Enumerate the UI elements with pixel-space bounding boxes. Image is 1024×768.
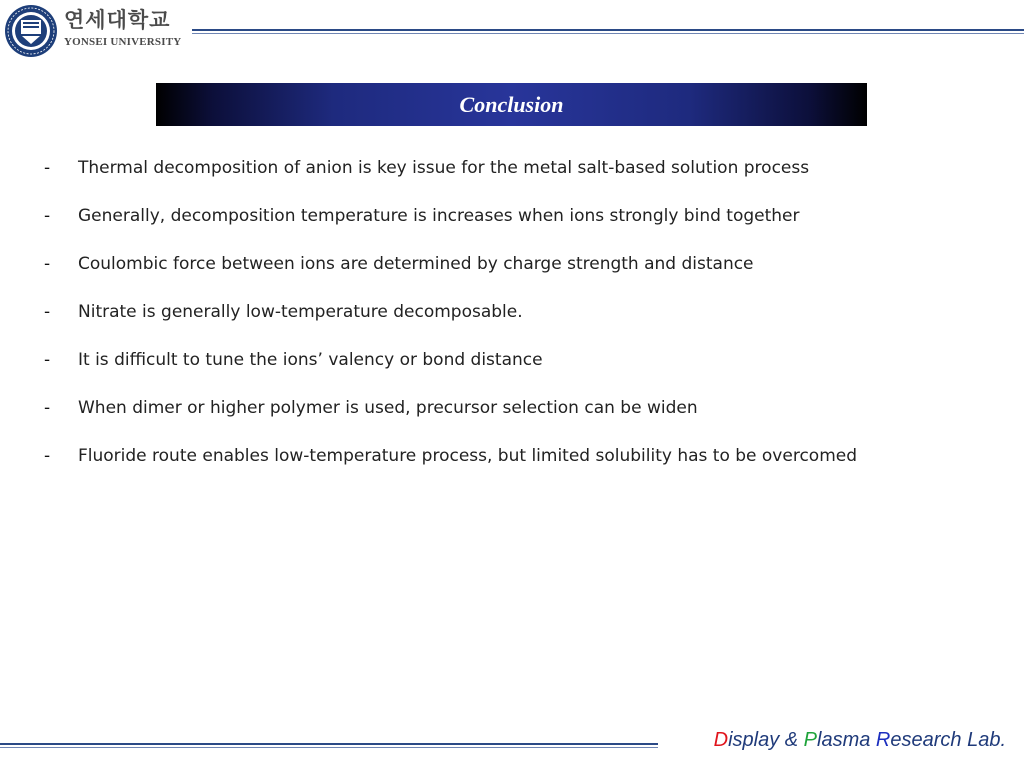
university-name-english: YONSEI UNIVERSITY bbox=[64, 36, 182, 48]
bullet-marker: - bbox=[44, 254, 51, 274]
bullet-text: Thermal decomposition of anion is key issue for the metal salt-based solution process bbox=[78, 158, 810, 178]
bullet-text: Coulombic force between ions are determined by charge strength and distance bbox=[78, 254, 754, 274]
bullet-text: Nitrate is generally low-temperature decomposable. bbox=[78, 302, 523, 322]
list-item bbox=[44, 445, 857, 493]
lab-name-part-display: isplay & bbox=[728, 729, 804, 751]
lab-name-initial-d: D bbox=[713, 729, 729, 751]
lab-name-part-research: esearch Lab. bbox=[890, 729, 1006, 751]
bullet-marker: - bbox=[44, 302, 51, 322]
lab-name-initial-p: P bbox=[803, 729, 817, 751]
bullet-text: Generally, decomposition temperature is increases when ions strongly bind together bbox=[78, 206, 800, 226]
bullet-text: Fluoride route enables low-temperature process, but limited solubility has to be overcomed bbox=[78, 446, 858, 466]
list-item bbox=[44, 253, 857, 301]
bullet-text: It is difficult to tune the ions’ valency or bond distance bbox=[78, 350, 543, 370]
header-divider bbox=[192, 29, 1024, 31]
conclusion-bullet-list bbox=[44, 157, 857, 493]
yonsei-seal-icon bbox=[4, 4, 58, 58]
list-item bbox=[44, 205, 857, 253]
lab-name bbox=[714, 729, 1006, 752]
lab-name-part-plasma: lasma bbox=[817, 729, 876, 751]
list-item bbox=[44, 301, 857, 349]
list-item bbox=[44, 397, 857, 445]
list-item bbox=[44, 157, 857, 205]
slide-title-bar bbox=[156, 83, 867, 126]
footer-divider-thin bbox=[0, 747, 658, 748]
lab-name-initial-r: R bbox=[875, 729, 891, 751]
bullet-marker: - bbox=[44, 398, 51, 418]
bullet-text: When dimer or higher polymer is used, precursor selection can be widen bbox=[78, 398, 698, 418]
bullet-marker: - bbox=[44, 206, 51, 226]
bullet-marker: - bbox=[44, 158, 51, 178]
slide-title: Conclusion bbox=[459, 91, 564, 117]
bullet-marker: - bbox=[44, 446, 51, 466]
university-name-korean: 연세대학교 bbox=[64, 8, 171, 32]
footer-divider bbox=[0, 743, 658, 745]
list-item bbox=[44, 349, 857, 397]
bullet-marker: - bbox=[44, 350, 51, 370]
university-name bbox=[64, 10, 181, 48]
header-divider-thin bbox=[192, 33, 1024, 34]
